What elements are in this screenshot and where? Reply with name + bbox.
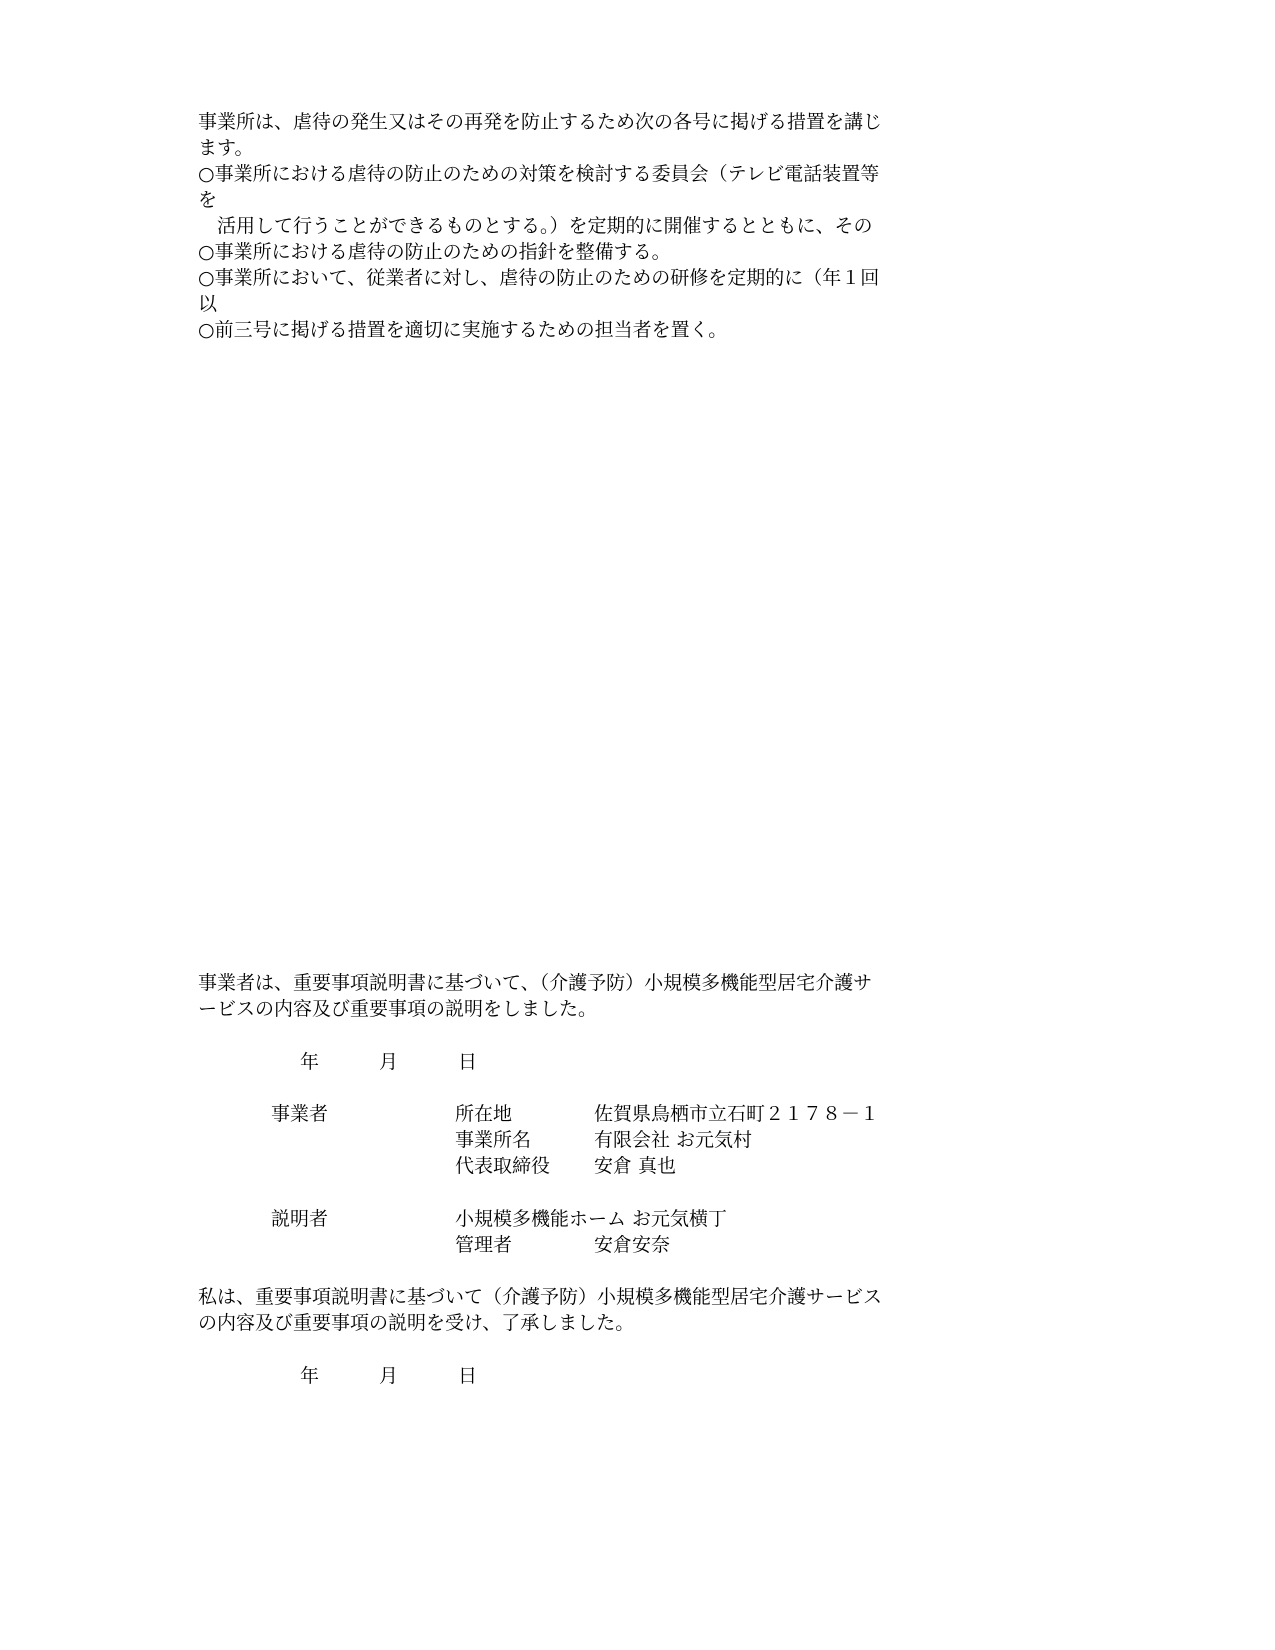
provider-office-label: 事業所名 <box>455 1129 532 1151</box>
explanation-line1: 事業者は、重要事項説明書に基づいて、（介護予防）小規模多機能型居宅介護サ <box>198 972 873 994</box>
abuse-item1-line2: を <box>198 189 218 211</box>
provider-rep-label: 代表取締役 <box>455 1155 551 1177</box>
provider-label: 事業者 <box>271 1103 329 1125</box>
provider-address-value: 佐賀県鳥栖市立石町２１７８－１ <box>594 1103 880 1125</box>
explainer-facility: 小規模多機能ホーム お元気横丁 <box>455 1208 728 1230</box>
consent-line1: 私は、重要事項説明書に基づいて（介護予防）小規模多機能型居宅介護サービス <box>198 1286 883 1308</box>
date-month-label: 月 <box>379 1365 399 1387</box>
provider-office-value: 有限会社 お元気村 <box>594 1129 753 1151</box>
abuse-intro-line2: ます。 <box>198 137 254 159</box>
explainer-manager-label: 管理者 <box>455 1234 513 1256</box>
explainer-manager-value: 安倉安奈 <box>594 1234 671 1256</box>
abuse-intro-line1: 事業所は、虐待の発生又はその再発を防止するため次の各号に掲げる措置を講じ <box>198 111 883 133</box>
date-month-label: 月 <box>379 1051 399 1073</box>
abuse-item1-line3: 活用して行うことができるものとする。）を定期的に開催するとともに、その <box>198 215 873 237</box>
abuse-item3-line2: 以 <box>198 293 218 315</box>
abuse-item2: ○事業所における虐待の防止のための指針を整備する。 <box>198 241 671 263</box>
date-day-label: 日 <box>458 1365 478 1387</box>
date-year-label: 年 <box>300 1365 320 1387</box>
explanation-line2: ービスの内容及び重要事項の説明をしました。 <box>198 998 598 1020</box>
date-year-label: 年 <box>300 1051 320 1073</box>
provider-address-label: 所在地 <box>455 1103 513 1125</box>
abuse-item3-line1: ○事業所において、従業者に対し、虐待の防止のための研修を定期的に（年１回 <box>198 267 880 289</box>
abuse-item4: ○前三号に掲げる措置を適切に実施するための担当者を置く。 <box>198 319 728 341</box>
consent-line2: の内容及び重要事項の説明を受け、了承しました。 <box>198 1312 635 1334</box>
provider-rep-value: 安倉 真也 <box>594 1155 677 1177</box>
explainer-label: 説明者 <box>271 1208 329 1230</box>
abuse-item1-line1: ○事業所における虐待の防止のための対策を検討する委員会（テレビ電話装置等 <box>198 163 880 185</box>
date-day-label: 日 <box>458 1051 478 1073</box>
